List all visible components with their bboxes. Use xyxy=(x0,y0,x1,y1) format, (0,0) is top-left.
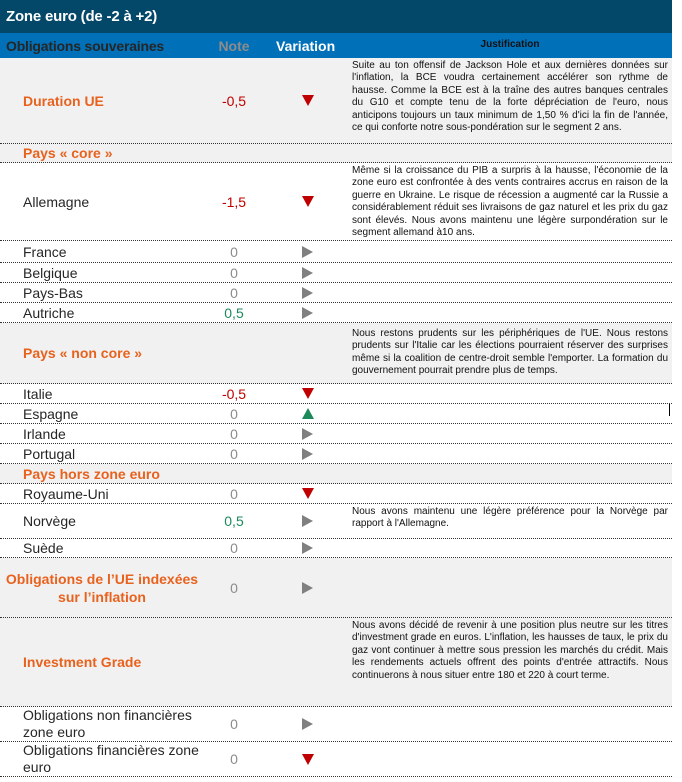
variation-cell xyxy=(264,163,344,240)
row-justification: Nous avons maintenu une légère préférence pour la Norvège par rapport à l'Allemagne. xyxy=(352,506,668,530)
text-cursor xyxy=(669,404,670,416)
table-row-non-financial xyxy=(0,707,672,742)
variation-cell xyxy=(264,404,344,423)
row-name: Norvège xyxy=(23,513,76,529)
header-justification: Justification xyxy=(480,39,540,51)
row-justification: Nous avons décidé de revenir à une position plus neutre sur les titres d'investment grade en euros. L'inflation, les hausses de taux, le prix du gaz vont continuer à mettre sous pression les marchés du crédit. Mais les rendements actuels offrent des points d'entrée attractifs. Nous continuerons à nous situer entre 180 et 220 à court terme. xyxy=(352,620,668,681)
variation-cell xyxy=(264,424,344,443)
section-name: Investment Grade xyxy=(23,654,142,670)
variation-cell xyxy=(264,263,344,282)
row-note: 0 xyxy=(230,405,238,422)
variation-cell xyxy=(264,504,344,538)
triangle-down-icon xyxy=(302,196,314,207)
triangle-down-icon xyxy=(302,388,314,399)
table-row-royaume-uni xyxy=(0,484,672,504)
row-justification: Même si la croissance du PIB a surpris à la hausse, l'économie de la zone euro est confrontée à des vents contraires accrus en raison de la guerre en Ukraine. Le risque de récession a augmenté car la Russie a considérablement réduit ses livraisons de gaz naturel et les prix du gaz sont élevés. Nous avons maintenu une légère surpondération sur le segment allemand à10 ans. xyxy=(352,165,668,239)
triangle-down-icon xyxy=(302,95,314,106)
variation-cell xyxy=(264,58,344,143)
table-row-italie xyxy=(0,384,672,404)
variation-cell xyxy=(264,283,344,302)
row-note: 0 xyxy=(230,243,238,260)
triangle-up-icon xyxy=(302,408,314,419)
table-row-financial xyxy=(0,742,672,777)
row-note: 0 xyxy=(230,540,238,556)
row-name: Royaume-Uni xyxy=(23,485,109,502)
triangle-right-icon xyxy=(302,267,313,279)
row-note: 0 xyxy=(230,425,238,442)
row-note: 0 xyxy=(230,445,238,462)
row-name: Duration UE xyxy=(23,92,104,109)
row-name: Allemagne xyxy=(23,193,90,210)
row-name: Obligations non financières zone euro xyxy=(23,707,192,740)
table-row-investment-grade xyxy=(0,618,672,707)
table-row-duration-ue xyxy=(0,58,672,144)
row-name: Suède xyxy=(23,540,64,556)
header-variation: Variation xyxy=(276,37,336,54)
table-row-allemagne xyxy=(0,163,672,241)
triangle-right-icon xyxy=(302,307,313,319)
table-row-section-non-core xyxy=(0,323,672,384)
row-name: France xyxy=(23,243,67,260)
table-title: Zone euro (de -2 à +2) xyxy=(0,0,672,33)
section-name: Obligations de l’UE indexées sur l’inflation xyxy=(5,570,199,605)
variation-cell xyxy=(264,558,344,617)
variation-cell xyxy=(264,539,344,557)
triangle-right-icon xyxy=(302,428,313,440)
row-note: 0 xyxy=(230,579,238,596)
triangle-down-icon xyxy=(302,488,314,499)
triangle-right-icon xyxy=(302,287,313,299)
section-name: Pays « core » xyxy=(23,145,113,161)
variation-cell xyxy=(264,241,344,262)
table-row-inflation-linked xyxy=(0,558,672,618)
triangle-right-icon xyxy=(302,542,313,554)
table-row-portugal xyxy=(0,444,672,464)
table-row-irlande xyxy=(0,424,672,444)
row-name: Pays-Bas xyxy=(23,284,83,301)
variation-cell xyxy=(264,384,344,403)
row-note: 0 xyxy=(230,716,238,732)
header-obligations: Obligations souveraines xyxy=(6,37,164,54)
triangle-right-icon xyxy=(302,448,313,460)
triangle-right-icon xyxy=(302,246,313,258)
variation-cell xyxy=(264,742,344,776)
table-row-section-hors-zone xyxy=(0,464,672,484)
section-name: Pays hors zone euro xyxy=(23,465,160,482)
table-row-section-core xyxy=(0,144,672,163)
row-name: Autriche xyxy=(23,304,75,321)
row-name: Irlande xyxy=(23,425,66,442)
table-row-belgique xyxy=(0,263,672,283)
variation-cell xyxy=(264,484,344,503)
variation-cell xyxy=(264,303,344,322)
table-row-espagne xyxy=(0,404,672,424)
row-note: -0,5 xyxy=(221,92,247,109)
row-note: 0 xyxy=(230,485,238,502)
triangle-right-icon xyxy=(302,718,313,730)
table-row-norvege xyxy=(0,504,672,539)
triangle-down-icon xyxy=(302,754,314,765)
triangle-right-icon xyxy=(302,582,313,594)
row-note: 0 xyxy=(230,751,238,767)
row-name: Italie xyxy=(23,385,53,402)
table-row-france xyxy=(0,241,672,263)
row-note: 0,5 xyxy=(224,304,244,321)
section-name: Pays « non core » xyxy=(23,345,143,361)
table-row-autriche xyxy=(0,303,672,323)
row-note: -0,5 xyxy=(221,385,247,402)
row-note: 0,5 xyxy=(224,513,244,529)
row-note: -1,5 xyxy=(221,193,247,210)
variation-cell xyxy=(264,444,344,463)
table-row-pays-bas xyxy=(0,283,672,303)
row-justification: Nous restons prudents sur les périphériques de l'UE. Nous restons prudents sur l'Italie car les élections pourraient réserver des surprises même si la coalition de centre-droit semble l'emporter. La formation du gouvernement pourrait prendre plus de temps. xyxy=(352,328,668,377)
header-note: Note xyxy=(218,37,250,54)
variation-cell xyxy=(264,707,344,741)
row-name: Obligations financières zone euro xyxy=(23,742,199,775)
row-name: Portugal xyxy=(23,445,76,462)
row-note: 0 xyxy=(230,264,238,281)
triangle-right-icon xyxy=(302,515,313,527)
table-header xyxy=(0,33,672,58)
row-name: Espagne xyxy=(23,405,79,422)
row-justification: Suite au ton offensif de Jackson Hole et aux dernières données sur l'inflation, la BCE voudra certainement accélérer son rythme de hausse. Comme la BCE est à la traîne des autres banques centrales du G10 et compte tenu de la forte dépréciation de l'euro, nous anticipons toujours un taux minimum de 1,50 % d'ici la fin de l'année, ce qui conforte notre sous-pondération sur le segment 2 ans. xyxy=(352,60,668,134)
row-name: Belgique xyxy=(23,264,78,281)
row-note: 0 xyxy=(230,284,238,301)
table-row-suede xyxy=(0,539,672,558)
